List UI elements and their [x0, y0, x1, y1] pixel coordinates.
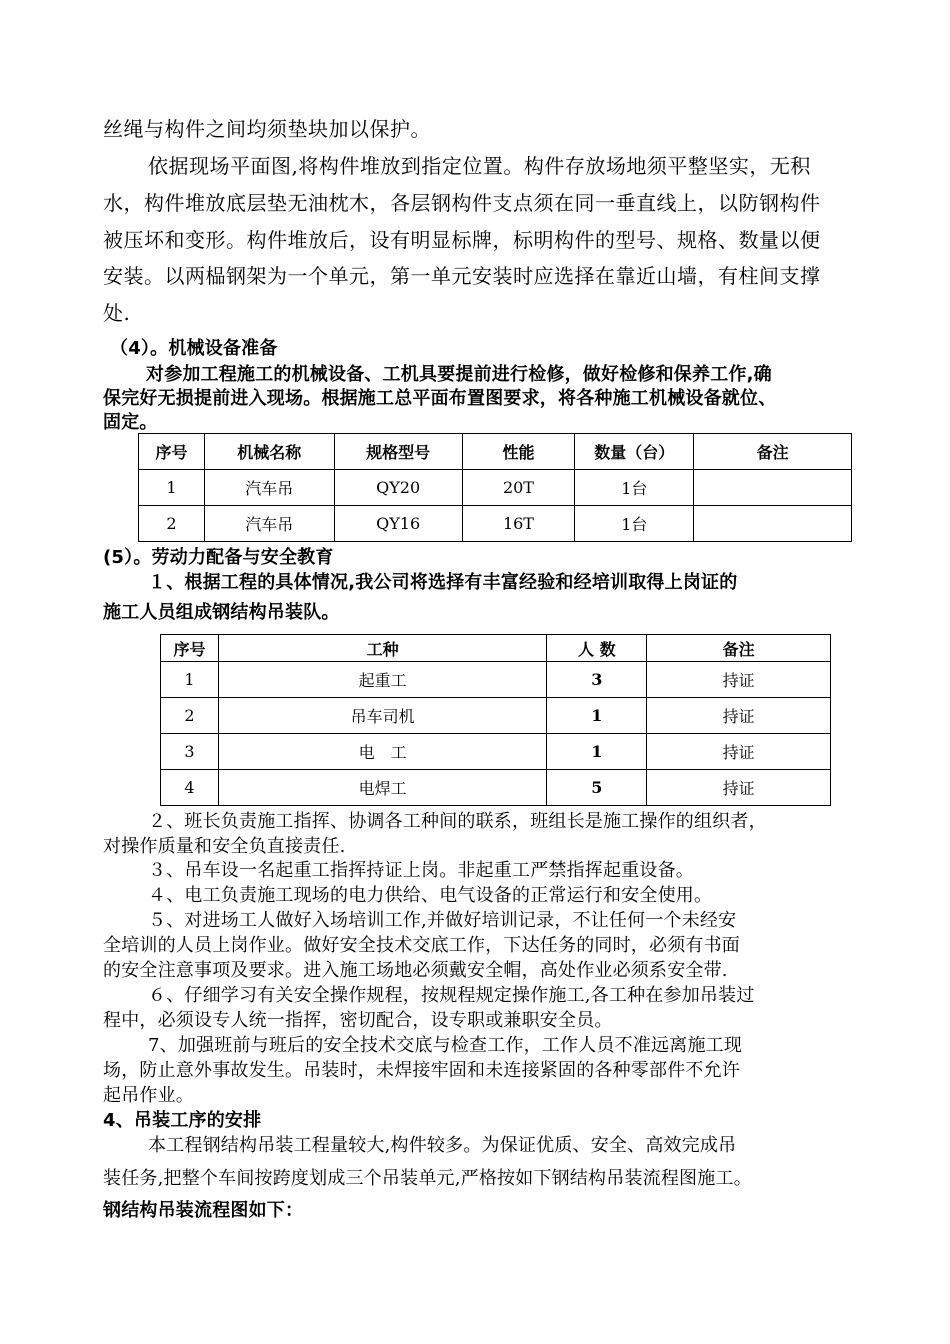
table-cell: 1	[547, 698, 647, 734]
table-header-cell: 工种	[218, 635, 546, 662]
table-cell: 1	[139, 470, 205, 506]
table-cell: QY16	[334, 506, 462, 542]
table-cell: 2	[139, 506, 205, 542]
text-line: 水，构件堆放底层垫无油枕木，各层钢构件支点须在同一垂直线上，以防钢构件	[103, 191, 821, 215]
table-row	[161, 734, 831, 770]
text-line: ４、电工负责施工现场的电力供给、电气设备的正常运行和安全使用。	[148, 885, 713, 906]
table-row	[161, 770, 831, 806]
text-line: ２、班长负责施工指挥、协调各工种间的联系，班组长是施工操作的组织者，	[148, 811, 767, 832]
table-row	[139, 506, 852, 542]
text-line: 保完好无损提前进入现场。根据施工总平面布置图要求，将各种施工机械设备就位、	[103, 388, 777, 409]
table-cell: 汽车吊	[204, 506, 334, 542]
text-line: 对参加工程施工的机械设备、工机具要提前进行检修，做好检修和保养工作,确	[146, 364, 772, 385]
table-cell: 16T	[462, 506, 575, 542]
table-header-row	[161, 635, 831, 662]
table-cell: 1台	[575, 470, 694, 506]
table-header-cell: 序号	[139, 434, 205, 470]
text-line: 施工人员组成钢结构吊装队。	[103, 602, 340, 623]
table-header-cell: 机械名称	[204, 434, 334, 470]
table-header-cell: 数量（台）	[575, 434, 694, 470]
table-row	[139, 470, 852, 506]
table-header-cell: 性能	[462, 434, 575, 470]
table-cell: 吊车司机	[218, 698, 546, 734]
table-row	[161, 698, 831, 734]
text-line: 处.	[103, 301, 131, 325]
table-cell	[694, 506, 852, 542]
text-line: 对操作质量和安全负直接责任.	[103, 836, 346, 857]
table-cell: 电 工	[218, 734, 546, 770]
text-line: 程中，必须设专人统一指挥，密切配合，设专职或兼职安全员。	[103, 1010, 613, 1031]
text-line: 依据现场平面图,将构件堆放到指定位置。构件存放场地须平整坚实，无积	[148, 154, 811, 178]
table-cell: 4	[161, 770, 219, 806]
table-cell: 1台	[575, 506, 694, 542]
text-line: 全培训的人员上岗作业。做好安全技术交底工作，下达任务的同时，必须有书面	[103, 935, 740, 956]
text-line: ３、吊车设一名起重工指挥持证上岗。非起重工严禁指挥起重设备。	[148, 860, 694, 881]
text-line: 7、加强班前与班后的安全技术交底与检查工作，工作人员不准远离施工现	[148, 1035, 743, 1056]
section-heading: （4）。机械设备准备	[110, 338, 278, 359]
table-cell: QY20	[334, 470, 462, 506]
table-cell: 1	[547, 734, 647, 770]
table-cell: 3	[547, 662, 647, 698]
machine-table	[138, 433, 852, 542]
text-line: ５、对进场工人做好入场培训工作,并做好培训记录，不让任何一个未经安	[148, 910, 737, 931]
text-line: ６、仔细学习有关安全操作规程，按规程规定操作施工,各工种在参加吊装过	[148, 985, 755, 1006]
table-cell: 20T	[462, 470, 575, 506]
table-cell: 持证	[647, 662, 831, 698]
text-line: １、根据工程的具体情况,我公司将选择有丰富经验和经培训取得上岗证的	[148, 572, 738, 593]
table-header-row	[139, 434, 852, 470]
table-header-cell: 备注	[694, 434, 852, 470]
section-heading: (5）。劳动力配备与安全教育	[103, 547, 334, 568]
text-line: 丝绳与构件之间均须垫块加以保护。	[103, 117, 431, 141]
text-line: 起吊作业。	[103, 1085, 194, 1106]
table-cell: 1	[161, 662, 219, 698]
text-line: 安装。以两榀钢架为一个单元，第一单元安装时应选择在靠近山墙，有柱间支撑	[103, 264, 821, 288]
table-cell: 起重工	[218, 662, 546, 698]
labor-table	[160, 634, 831, 806]
text-line: 被压坏和变形。构件堆放后，设有明显标牌，标明构件的型号、规格、数量以便	[103, 228, 821, 252]
text-line: 场，防止意外事故发生。吊装时，未焊接牢固和未连接紧固的各种零部件不允许	[103, 1060, 740, 1081]
table-cell	[694, 470, 852, 506]
table-cell: 3	[161, 734, 219, 770]
text-line: 装任务,把整个车间按跨度划成三个吊装单元,严格按如下钢结构吊装流程图施工。	[103, 1168, 752, 1189]
section-heading: 4、吊装工序的安排	[103, 1110, 262, 1131]
text-line: 固定。	[103, 412, 158, 433]
table-header-cell: 人 数	[547, 635, 647, 662]
table-row	[161, 662, 831, 698]
table-header-cell: 序号	[161, 635, 219, 662]
table-header-cell: 备注	[647, 635, 831, 662]
text-line: 的安全注意事项及要求。进入施工场地必须戴安全帽，高处作业必须系安全带.	[103, 960, 728, 981]
text-line: 本工程钢结构吊装工程量较大,构件较多。为保证优质、安全、高效完成吊	[148, 1135, 737, 1156]
section-heading: 钢结构吊装流程图如下：	[103, 1200, 304, 1221]
table-header-cell: 规格型号	[334, 434, 462, 470]
table-cell: 汽车吊	[204, 470, 334, 506]
table-cell: 5	[547, 770, 647, 806]
table-cell: 持证	[647, 770, 831, 806]
table-cell: 电焊工	[218, 770, 546, 806]
table-cell: 持证	[647, 698, 831, 734]
table-cell: 持证	[647, 734, 831, 770]
table-cell: 2	[161, 698, 219, 734]
